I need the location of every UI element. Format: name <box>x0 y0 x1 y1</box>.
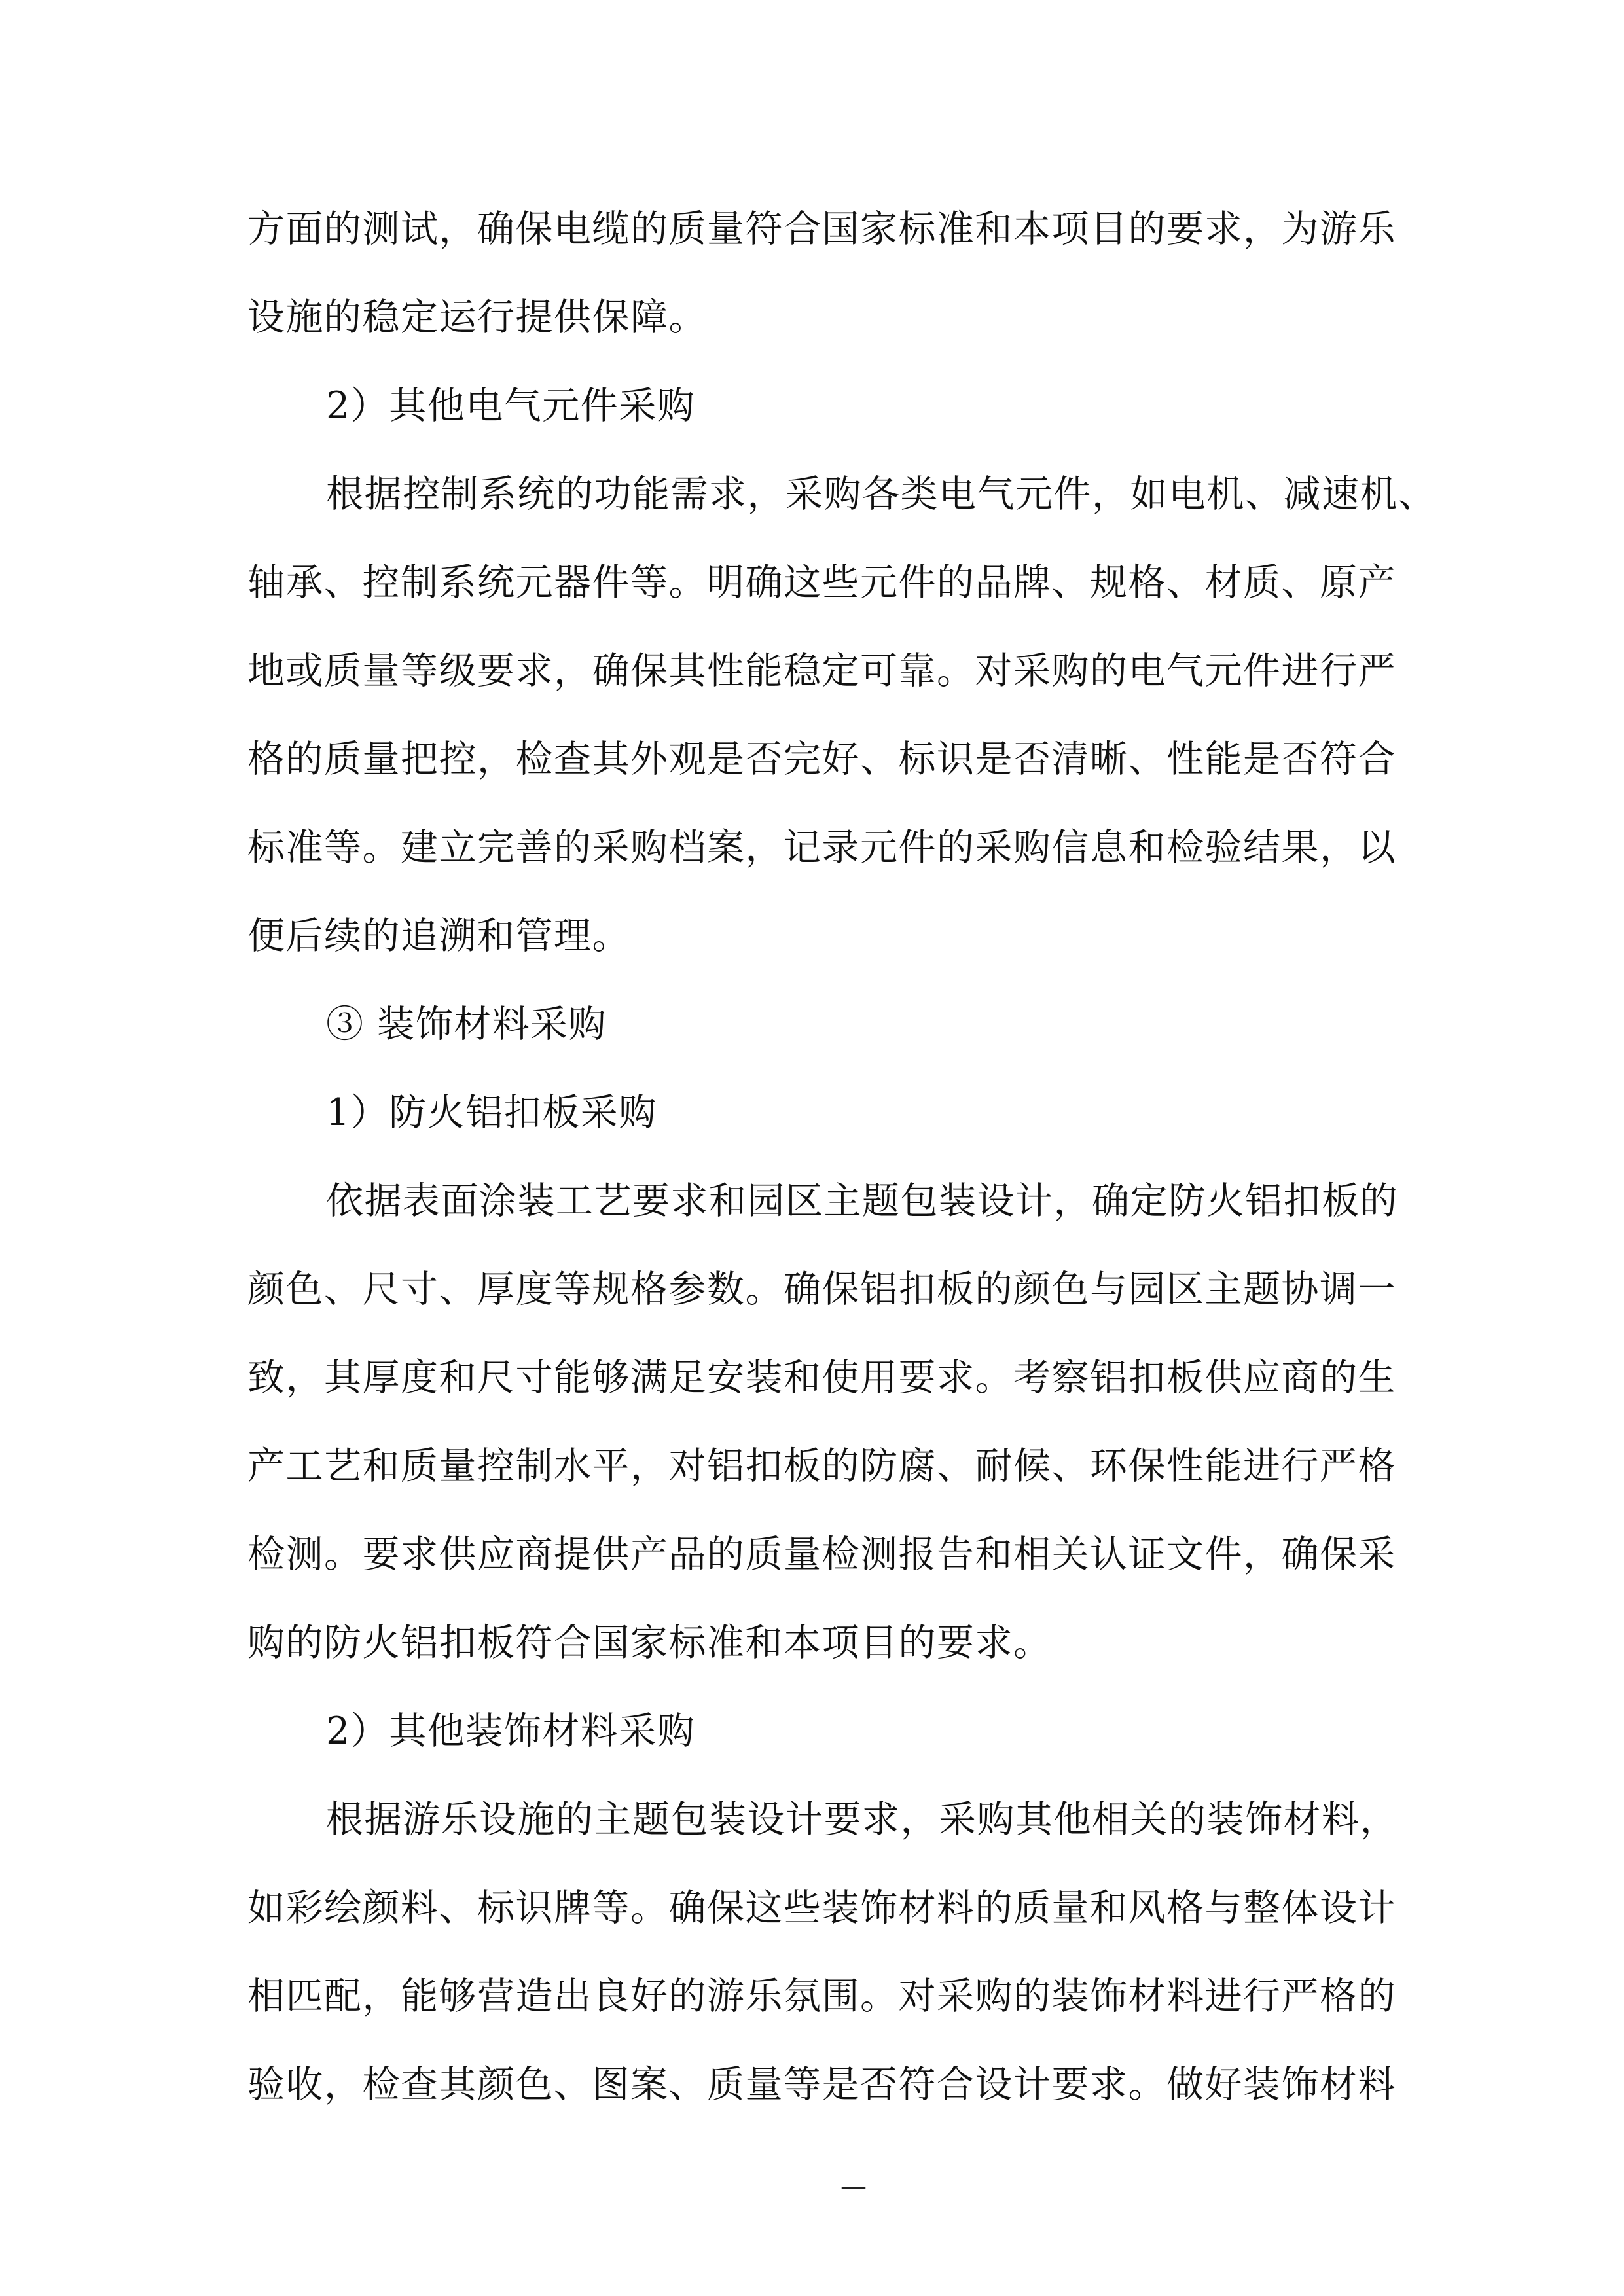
text-line: 产工艺和质量控制水平，对铝扣板的防腐、耐候、环保性能进行严格 <box>247 1444 1396 1488</box>
text-line: 依据表面涂装工艺要求和园区主题包装设计，确定防火铝扣板的 <box>326 1179 1398 1223</box>
text-line: 格的质量把控，检查其外观是否完好、标识是否清晰、性能是否符合 <box>247 738 1396 781</box>
text-line: 根据控制系统的功能需求，采购各类电气元件，如电机、减速机、 <box>326 473 1437 516</box>
text-line: 地或质量等级要求，确保其性能稳定可靠。对采购的电气元件进行严 <box>247 649 1396 692</box>
section-heading: ③ 装饰材料采购 <box>326 1003 607 1046</box>
text-line: 购的防火铝扣板符合国家标准和本项目的要求。 <box>247 1621 1052 1664</box>
text-line: 相匹配，能够营造出良好的游乐氛围。对采购的装饰材料进行严格的 <box>247 1975 1396 2018</box>
text-line: 标准等。建立完善的采购档案，记录元件的采购信息和检验结果，以 <box>247 826 1396 869</box>
text-line: 根据游乐设施的主题包装设计要求，采购其他相关的装饰材料， <box>326 1798 1398 1841</box>
text-line: 轴承、控制系统元器件等。明确这些元件的品牌、规格、材质、原产 <box>247 561 1396 604</box>
text-line: 致，其厚度和尺寸能够满足安装和使用要求。考察铝扣板供应商的生 <box>247 1356 1396 1399</box>
subsection-heading: 2）其他装饰材料采购 <box>326 1710 696 1753</box>
text-line: 设施的稳定运行提供保障。 <box>247 296 707 339</box>
page-number: — <box>840 2172 867 2202</box>
text-line: 颜色、尺寸、厚度等规格参数。确保铝扣板的颜色与园区主题协调一 <box>247 1268 1396 1311</box>
subsection-heading: 2）其他电气元件采购 <box>326 384 696 427</box>
text-line: 如彩绘颜料、标识牌等。确保这些装饰材料的质量和风格与整体设计 <box>247 1886 1396 1929</box>
text-line: 便后续的追溯和管理。 <box>247 914 630 958</box>
subsection-heading: 1）防火铝扣板采购 <box>326 1091 657 1134</box>
text-line: 检测。要求供应商提供产品的质量检测报告和相关认证文件，确保采 <box>247 1533 1396 1576</box>
text-line: 验收，检查其颜色、图案、质量等是否符合设计要求。做好装饰材料 <box>247 2063 1396 2106</box>
text-line: 方面的测试，确保电缆的质量符合国家标准和本项目的要求，为游乐 <box>247 207 1396 251</box>
